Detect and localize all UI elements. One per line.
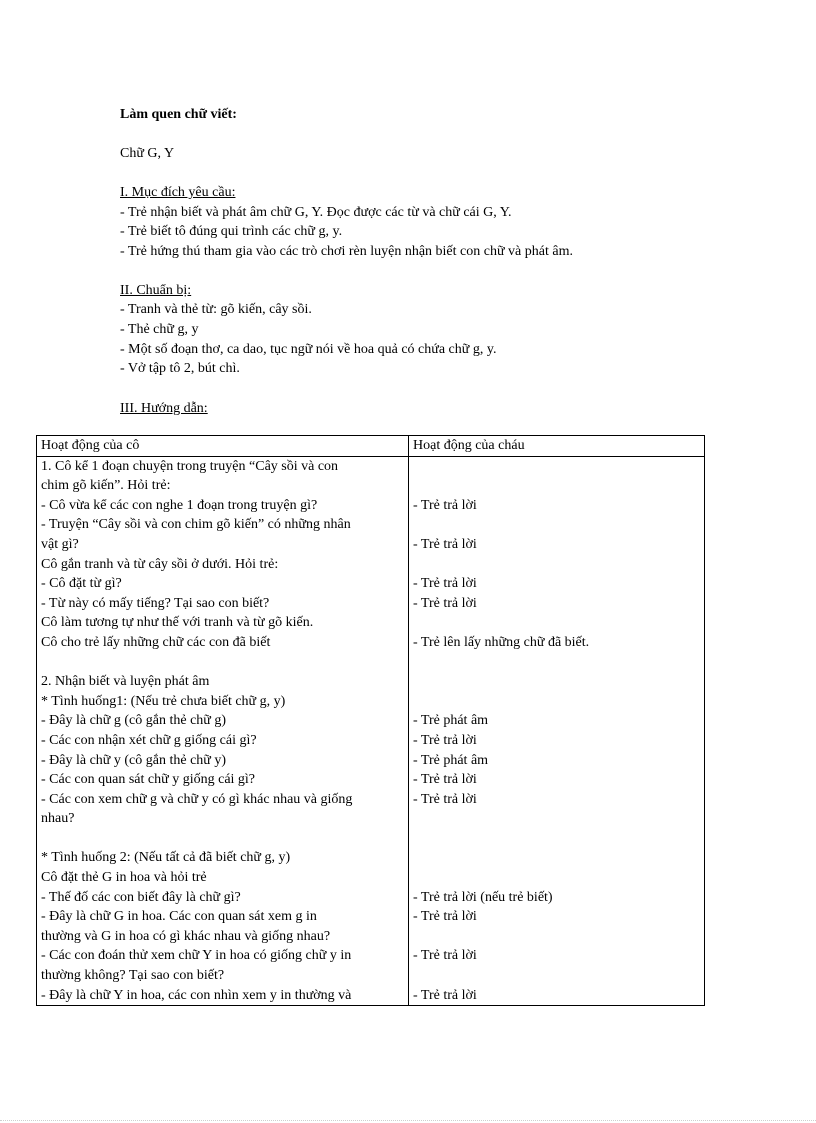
child-activity-line [413,868,700,888]
teacher-activity-line: - Các con đoán thử xem chữ Y in hoa có giống chữ y in [41,948,352,964]
child-activity-line [413,672,700,692]
teacher-activity-line: - Đây là chữ G in hoa. Các con quan sát xem g in [41,909,317,925]
teacher-activity-line: Cô cho trẻ lấy những chữ các con đã biết [41,634,271,650]
child-activity-line: - Trẻ trả lời [413,536,477,552]
teacher-activity-line [41,829,404,849]
teacher-activity-line: - Các con xem chữ g và chữ y có gì khác nhau và giống [41,791,353,807]
teacher-activity-line [41,653,404,673]
section-2-item: - Vở tập tô 2, bút chì. [120,361,240,376]
teacher-activity-line: chim gõ kiến”. Hỏi trẻ: [41,478,171,494]
child-activity-line [413,457,700,477]
section-2-item: - Thẻ chữ g, y [120,322,199,337]
teacher-activity-line: - Đây là chữ Y in hoa, các con nhìn xem y in thường và [41,987,352,1003]
child-activity-line [413,966,700,986]
teacher-activity-line: - Cô vừa kể các con nghe 1 đoạn trong truyện gì? [41,497,318,513]
child-activity-line [413,848,700,868]
teacher-activity-line: Cô làm tương tự như thế với tranh và từ gõ kiến. [41,615,314,631]
child-activity-line [413,829,700,849]
teacher-activity-line: - Đây là chữ g (cô gắn thẻ chữ g) [41,713,227,729]
child-activity-line [413,692,700,712]
child-activity-line [413,555,700,575]
section-3-heading: III. Hướng dẫn: [120,401,208,416]
teacher-activity-cell [37,456,409,1006]
teacher-activity-line: - Các con quan sát chữ y giống cái gì? [41,772,256,788]
activity-table [36,435,705,1006]
child-activity-line [413,653,700,673]
section-1-item: - Trẻ hứng thú tham gia vào các trò chơi rèn luyện nhận biết con chữ và phát âm. [120,244,573,259]
teacher-activity-line: - Cô đặt từ gì? [41,576,122,592]
section-1-item: - Trẻ biết tô đúng qui trình các chữ g, y. [120,224,343,239]
child-activity-line: - Trẻ trả lời [413,987,477,1003]
child-activity-line [413,809,700,829]
child-activity-line: - Trẻ trả lời [413,772,477,788]
teacher-activity-line: thường không? Tại sao con biết? [41,968,225,984]
teacher-activity-line: - Truyện “Cây sồi và con chim gõ kiến” có những nhân [41,517,351,533]
header-teacher-activity: Hoạt động của cô [37,436,409,457]
header-child-activity: Hoạt động của cháu [409,436,705,457]
child-activity-line: - Trẻ phát âm [413,713,489,729]
child-activity-line: - Trẻ trả lời [413,576,477,592]
teacher-activity-line: Cô gắn tranh và từ cây sồi ở dưới. Hỏi trẻ: [41,556,279,572]
child-activity-line: - Trẻ trả lời (nếu trẻ biết) [413,889,553,905]
teacher-activity-line: 2. Nhận biết và luyện phát âm [41,674,210,690]
table-body-row [37,456,705,1006]
teacher-activity-line: * Tình huống1: (Nếu trẻ chưa biết chữ g, y) [41,693,286,709]
teacher-activity-line: - Thế đố các con biết đây là chữ gì? [41,889,241,905]
teacher-activity-line: nhau? [41,811,75,827]
teacher-activity-line: - Các con nhận xét chữ g giống cái gì? [41,732,257,748]
child-activity-line: - Trẻ phát âm [413,752,489,768]
section-1-item: - Trẻ nhận biết và phát âm chữ G, Y. Đọc được các từ và chữ cái G, Y. [120,205,512,220]
child-activity-line: - Trẻ trả lời [413,732,477,748]
teacher-activity-line: vật gì? [41,536,79,552]
child-activity-line [413,476,700,496]
teacher-activity-line: - Từ này có mấy tiếng? Tại sao con biết? [41,595,270,611]
child-activity-line: - Trẻ trả lời [413,595,477,611]
child-activity-line: - Trẻ trả lời [413,791,477,807]
section-1-heading: I. Mục đích yêu cầu: [120,185,236,200]
section-2-item: - Tranh và thẻ từ: gõ kiến, cây sồi. [120,302,312,317]
section-2-item: - Một số đoạn thơ, ca dao, tục ngữ nói về hoa quả có chứa chữ g, y. [120,342,497,357]
page-bottom-divider [0,1120,816,1122]
teacher-activity-line: * Tình huống 2: (Nếu tất cả đã biết chữ g, y) [41,850,291,866]
child-activity-line: - Trẻ lên lấy những chữ đã biết. [413,634,590,650]
child-activity-line [413,613,700,633]
teacher-activity-line: Cô đặt thẻ G in hoa và hỏi trẻ [41,870,207,886]
child-activity-cell [409,456,705,1006]
child-activity-line [413,515,700,535]
lesson-subtitle: Chữ G, Y [120,146,175,161]
teacher-activity-line: 1. Cô kể 1 đoạn chuyện trong truyện “Cây sồi và con [41,458,339,474]
child-activity-line [413,927,700,947]
child-activity-line: - Trẻ trả lời [413,948,477,964]
child-activity-line: - Trẻ trả lời [413,497,477,513]
teacher-activity-line: thường và G in hoa có gì khác nhau và giống nhau? [41,928,331,944]
section-2-heading: II. Chuẩn bị: [120,283,192,298]
child-activity-line: - Trẻ trả lời [413,909,477,925]
teacher-activity-line: - Đây là chữ y (cô gắn thẻ chữ y) [41,752,227,768]
table-header-row [37,436,705,457]
lesson-title: Làm quen chữ viết: [120,107,237,122]
